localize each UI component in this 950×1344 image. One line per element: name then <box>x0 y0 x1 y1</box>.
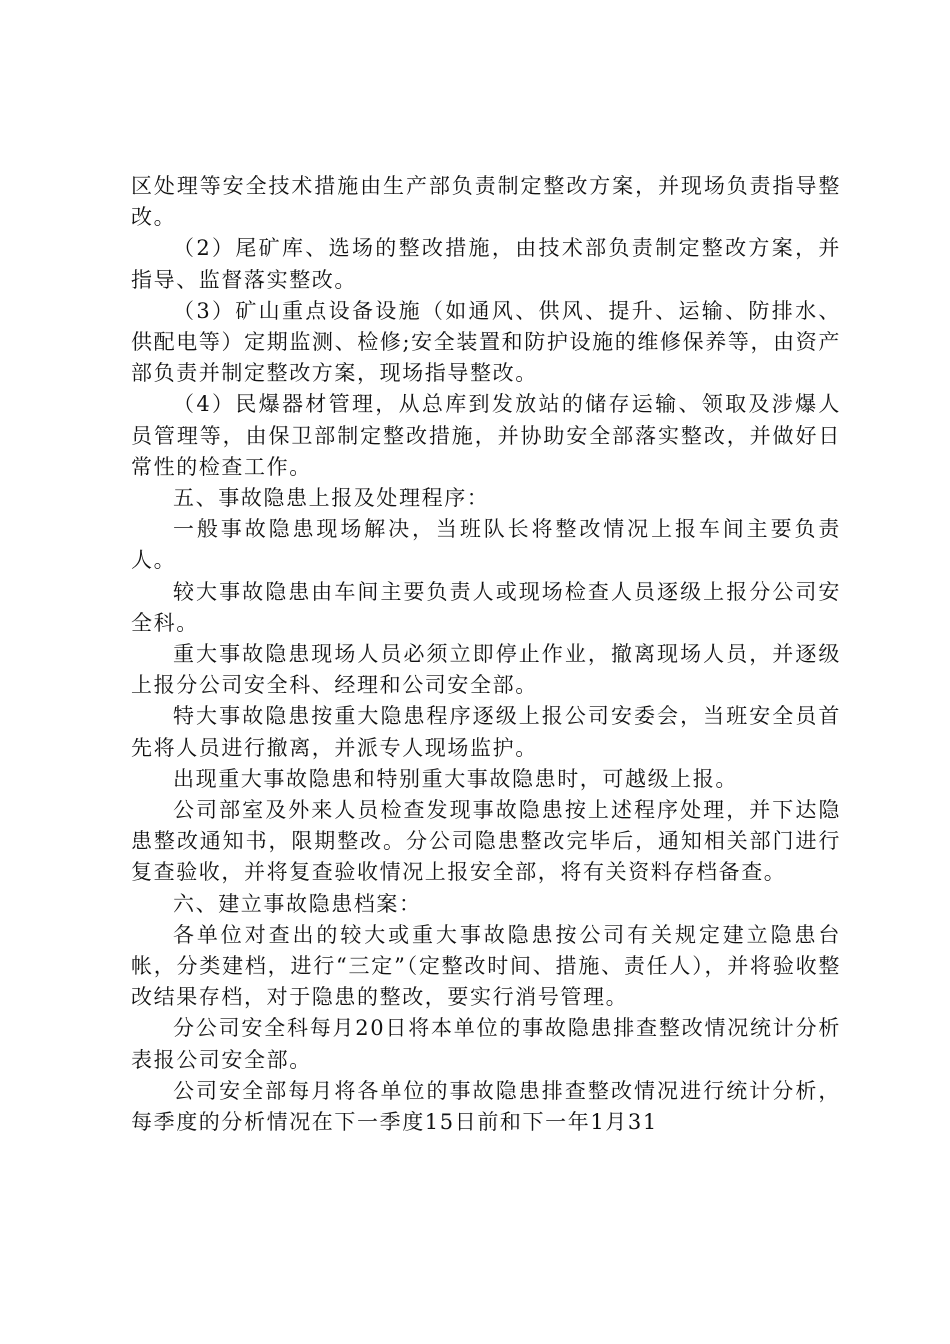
paragraph: 重大事故隐患现场人员必须立即停止作业，撤离现场人员，并逐级上报分公司安全科、经理和公司安全部。 <box>131 642 841 698</box>
paragraph: 特大事故隐患按重大隐患程序逐级上报公司安委会，当班安全员首先将人员进行撤离，并派专人现场监护。 <box>131 704 841 760</box>
paragraph: 出现重大事故隐患和特别重大事故隐患时，可越级上报。 <box>173 766 738 791</box>
paragraph: 公司安全部每月将各单位的事故隐患排查整改情况进行统计分析，每季度的分析情况在下一季度15日前和下一年1月31 <box>131 1078 841 1135</box>
paragraph: 各单位对查出的较大或重大事故隐患按公司有关规定建立隐患台帐，分类建档，进行“三定”（定整改时间、措施、责任人），并将验收整改结果存档，对于隐患的整改，要实行消号管理。 <box>131 922 841 1010</box>
paragraph: 分公司安全科每月20日将本单位的事故隐患排查整改情况统计分析表报公司安全部。 <box>131 1016 841 1072</box>
document-body <box>131 171 841 1138</box>
paragraph: （3）矿山重点设备设施（如通风、供风、提升、运输、防排水、供配电等）定期监测、检修;安全装置和防护设施的维修保养等，由资产部负责并制定整改方案，现场指导整改。 <box>131 298 841 386</box>
paragraph: 公司部室及外来人员检查发现事故隐患按上述程序处理，并下达隐患整改通知书，限期整改。分公司隐患整改完毕后，通知相关部门进行复查验收，并将复查验收情况上报安全部，将有关资料存档备查。 <box>131 798 841 885</box>
paragraph: （4）民爆器材管理，从总库到发放站的储存运输、领取及涉爆人员管理等，由保卫部制定整改措施，并协助安全部落实整改，并做好日常性的检查工作。 <box>131 392 841 479</box>
section-heading: 五、事故隐患上报及处理程序： <box>173 486 490 511</box>
paragraph: （2）尾矿库、选场的整改措施，由技术部负责制定整改方案，并指导、监督落实整改。 <box>131 236 841 292</box>
paragraph: 一般事故隐患现场解决，当班队长将整改情况上报车间主要负责人。 <box>131 517 841 573</box>
section-heading: 六、建立事故隐患档案： <box>173 891 422 916</box>
paragraph: 较大事故隐患由车间主要负责人或现场检查人员逐级上报分公司安全科。 <box>131 579 841 635</box>
paragraph: 区处理等安全技术措施由生产部负责制定整改方案，并现场负责指导整改。 <box>131 174 841 230</box>
